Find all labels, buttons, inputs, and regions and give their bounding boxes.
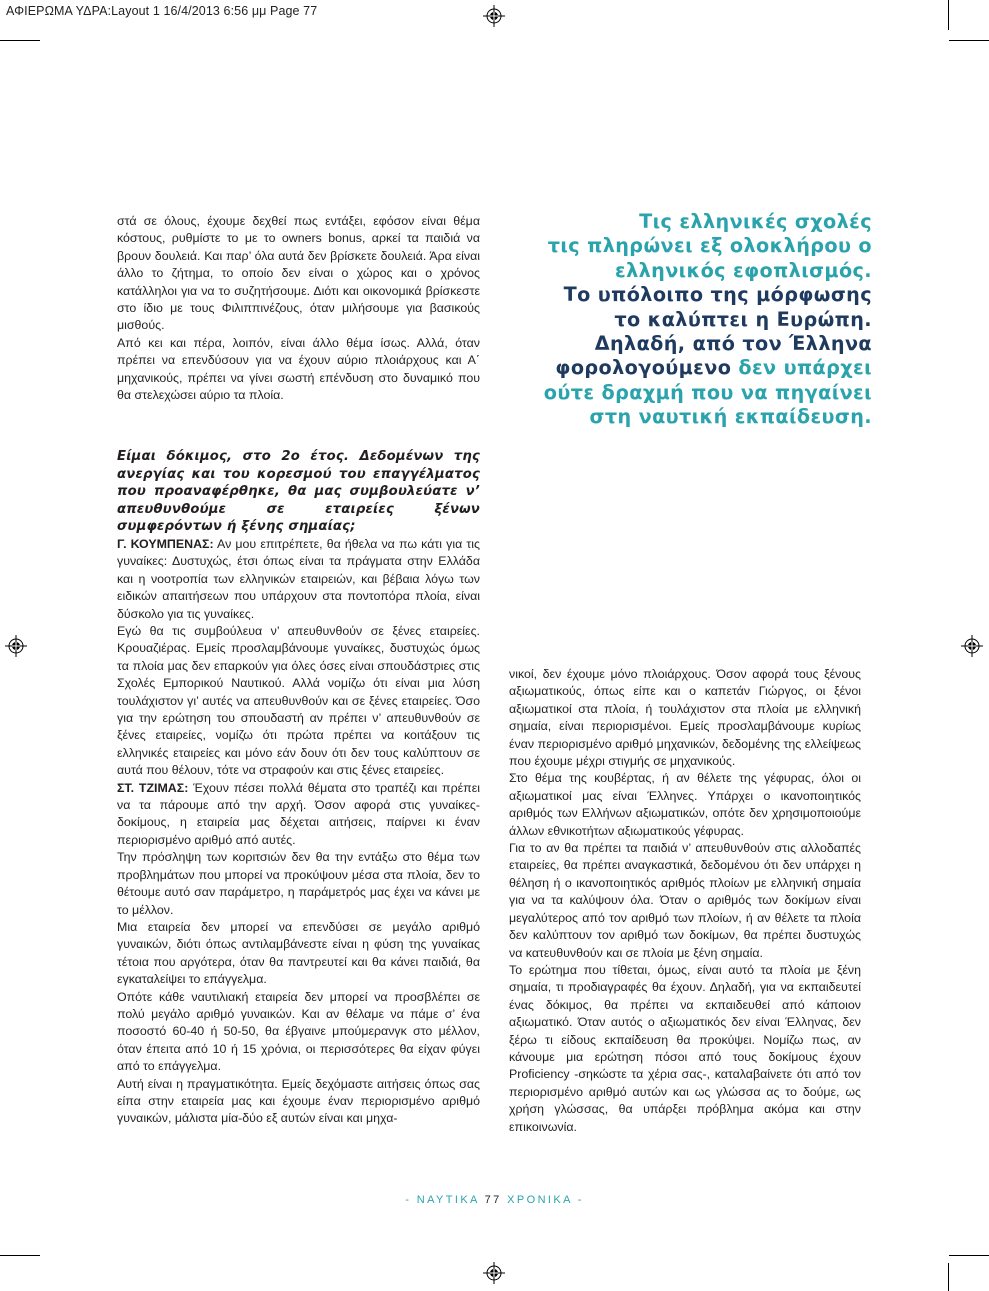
- speaker-name: ΣΤ. ΤΖΙΜΑΣ:: [117, 780, 189, 795]
- pull-quote-fragment: φορολογούμενο: [555, 356, 732, 380]
- registration-mark-icon: [5, 635, 27, 657]
- page-footer: [0, 1194, 989, 1206]
- footer-left: - ΝΑΥΤΙΚΑ: [405, 1194, 485, 1206]
- paragraph: [117, 780, 480, 850]
- paragraph: [117, 536, 480, 623]
- registration-mark-icon: [483, 1262, 505, 1284]
- pull-quote: [540, 210, 872, 430]
- answer-text: Έχουν πέσει πολλά θέματα στο τραπέζι και πρέπει να τα πάρουμε από την αρχή. Όσον αφορά στις γυναίκες-δοκίμους, η εταιρεία μας δέχεται αιτήσεις, παίρνει κι έναν περιορισμένο αριθμό από αυτές.: [117, 780, 480, 847]
- crop-mark: [948, 1263, 949, 1291]
- paragraph: Στο θέμα της κουβέρτας, ή αν θέλετε της γέφυρας, όλοι οι αξιωματικοί μας είναι Έλληνες. Υπάρχει ο ικανοποιητικός αριθμός των Ελλήνων αξιωματικών, οπότε δεν χρησιμοποιούμε άλλων εθνικοτήτων αξιωματικούς γέφυρας.: [509, 771, 861, 838]
- pull-quote-line: Τις ελληνικές σχολές: [639, 210, 872, 233]
- registration-mark-icon: [961, 635, 983, 657]
- paragraph: Αυτή είναι η πραγματικότητα. Εμείς δεχόμαστε αιτήσεις όπως σας είπα στην εταιρεία μας και έχουμε έναν περιορισμένο αριθμό γυναικών, μάλιστα μία-δύο εξ αυτών είναι και μηχα-: [117, 1076, 480, 1126]
- crop-mark: [948, 0, 949, 30]
- crop-mark: [0, 40, 40, 41]
- crop-mark: [949, 40, 989, 41]
- paragraph: νικοί, δεν έχουμε μόνο πλοιάρχους. Όσον αφορά τους ξένους αξιωματικούς, όπως είπε και ο καπετάν Γιώργος, οι ξένοι αξιωματικοί στα πλοία, ή τουλάχιστον στα πλοία με ελληνική σημαία, είναι περιορισμένοι. Εμείς προσλαμβάνουμε κυρίως έναν περιορισμένο αριθμό μηχανικών, δεδομένης της ελλείψεως που έχουμε μέχρι στιγμής σε μηχανικούς.: [509, 667, 861, 769]
- article-column-top-left: [117, 213, 480, 404]
- paragraph: Από κει και πέρα, λοιπόν, είναι άλλο θέμα ίσως. Αλλά, όταν πρέπει να επενδύσουν για να έχουν αύριο πλοιάρχους και Α΄ μηχανικούς, πρέπει να γίνει σωστή επένδυση στο δυναμικό που θα στελεχώσει αύριο τα πλοία.: [117, 335, 480, 403]
- pull-quote-line: [540, 356, 872, 380]
- pull-quote-line: ούτε δραχμή που να πηγαίνει: [543, 380, 872, 404]
- pull-quote-line: το καλύπτει η Ευρώπη.: [614, 307, 872, 331]
- paragraph: Οπότε κάθε ναυτιλιακή εταιρεία δεν μπορεί να προσβλέπει σε πολύ μεγάλο αριθμό γυναικών. Και αν θέλαμε να πάμε σ’ ένα ποσοστό 60-40 ή 50-50, θα έβγαινε μπούμερανγκ στο μέλλον, όταν έπειτα από 10 ή 15 χρόνια, οι περισσότερες θα είχαν φύγει από το επάγγελμα.: [117, 989, 480, 1074]
- paragraph: Μια εταιρεία δεν μπορεί να επενδύσει σε μεγάλο αριθμό γυναικών, διότι όπως αντιλαμβάνεστε είναι η φύση της γυναίκας τέτοια που αργότερα, όταν θα παντρευτεί και θα κάνει παιδιά, θα εγκαταλείψει το επάγγελμα.: [117, 919, 480, 987]
- crop-mark: [0, 1255, 40, 1256]
- paragraph: Εγώ θα τις συμβούλευα ν’ απευθυνθούν σε ξένες εταιρείες. Κρουαζιέρας. Εμείς προσλαμβάνουμε γυναίκες, δυστυχώς όμως τα πλοία μας δεν επαρκούν για όλες όσες είναι σπουδάστριες στις Σχολές Εμπορικού Ναυτικού. Αλλά νομίζω ότι είναι μια λύση τουλάχιστον γι’ αυτές να απευθυνθούν και σε ξένες εταιρείες. Όσο για την ερώτηση του σπουδαστή αν πρέπει ν’ απευθυνθούν σε ξένες εταιρείες, νομίζω ότι πρώτα πρέπει να κοιτάξουν τις ελληνικές εταιρείες και μόνο εάν δουν ότι δεν τους καλύπτουν σε αυτά που θέλουν, τότε να στραφούν και στις ξένες εταιρείες.: [117, 624, 480, 778]
- pull-quote-line: στη ναυτική εκπαίδευση.: [589, 405, 872, 429]
- speaker-name: Γ. ΚΟΥΜΠΕΝΑΣ:: [117, 536, 214, 551]
- footer-right: ΧΡΟΝΙΚΑ -: [501, 1194, 584, 1206]
- interview-question: Είμαι δόκιμος, στο 2ο έτος. Δεδομένων της ανεργίας και του κορεσμού του επαγγέλματος που προαναφέρθηκε, θα μας συμβουλεύατε ν’ απευθυνθούμε σε εταιρείες ξένων συμφερόντων ή ξένης σημαίας;: [117, 449, 480, 535]
- pull-quote-line: τις πληρώνει εξ ολοκλήρου ο: [547, 234, 872, 258]
- pull-quote-line: Το υπόλοιπο της μόρφωσης: [563, 283, 872, 307]
- paragraph: στά σε όλους, έχουμε δεχθεί πως εντάξει, εφόσον είναι θέμα κόστους, ρυθμίστε το με το owners bonus, αρκεί τα παιδιά να βρουν δουλειά. Και παρ’ όλα αυτά δεν βρίσκετε δουλειά. Άρα είναι άλλο το ζήτημα, το οποίο δεν είναι ο χώρος και ο χρόνος κατάλληλοι για να το συζητήσουμε. Διότι και οικονομικά βρίσκεστε στο ίδιο με τους Φιλιππινέζους, όταν μιλήσουμε για βασικούς μισθούς.: [117, 214, 480, 333]
- paragraph: Την πρόσληψη των κοριτσιών δεν θα την εντάξω στο θέμα των προβλημάτων που μπορεί να προκύψουν μέσα στα πλοία, δεν το θέτουμε αυτό σαν παράμετρο, η παράμετρός μας έχει να κάνει με το μέλλον.: [117, 850, 480, 917]
- pull-quote-line: ελληνικός εφοπλισμός.: [614, 258, 872, 282]
- paragraph: Το ερώτημα που τίθεται, όμως, είναι αυτό τα πλοία με ξένη σημαία, τι προδιαγραφές θα έχουν. Δηλαδή, για να εκπαιδευτεί ένας δόκιμος, θα πρέπει να εκπαιδευθεί από κάποιον αξιωματικό. Όταν αυτός ο αξιωματικός δεν είναι Έλληνας, δεν ξέρω τι είδους εκπαίδευση θα προκύψει. Νομίζω πως, αν κάνουμε μια ερώτηση πόσοι από τους δοκίμους έχουν Proficiency -σηκώστε τα χέρια σας-, καταλαβαίνετε ότι από τον περιορισμένο αριθμό αυτών και ως γλώσσα ας το δούμε, ως χρήση γλώσσας, θα υπάρξει πρόβλημα ακόμα και στην επικοινωνία.: [509, 962, 861, 1134]
- answer-text: Αν μου επιτρέπετε, θα ήθελα να πω κάτι για τις γυναίκες: Δυστυχώς, έτσι όπως είναι τα πράγματα στην Ελλάδα και η νοοτροπία των ελληνικών εταιρειών, και βέβαια λόγω των ειδικών απαιτήσεων που υπάρχουν στα ποντοπόρα πλοία, είναι δύσκολο για τις γυναίκες.: [117, 536, 480, 621]
- article-column-right: [509, 666, 861, 1136]
- paragraph: Για το αν θα πρέπει τα παιδιά ν’ απευθυνθούν στις αλλοδαπές εταιρείες, θα πρέπει αναγκαστικά, δεδομένου ότι δεν υπάρχει η θέληση ή ο ικανοποιητικός αριθμός πλοίων με ελληνική σημαία για να τα καλύψουν όλα. Όταν ο αριθμός των δοκίμων είναι μεγαλύτερος από τον αριθμό των πλοίων, ή αν θέλετε τα πλοία δεν καλύπτουν τον αριθμό των δοκίμων, θα πρέπει δυστυχώς να κατευθυνθούν και σε πλοία με ξένη σημαία.: [509, 841, 861, 960]
- page-number: 77: [484, 1194, 502, 1206]
- print-slug: ΑΦΙΕΡΩΜΑ ΥΔΡΑ:Layout 1 16/4/2013 6:56 μμ Page 77: [6, 4, 318, 18]
- crop-mark: [949, 1255, 989, 1256]
- pull-quote-line: Δηλαδή, από τον Έλληνα: [594, 332, 872, 356]
- article-column-left: [117, 448, 480, 1128]
- registration-mark-icon: [483, 5, 505, 27]
- pull-quote-fragment: δεν υπάρχει: [731, 356, 872, 380]
